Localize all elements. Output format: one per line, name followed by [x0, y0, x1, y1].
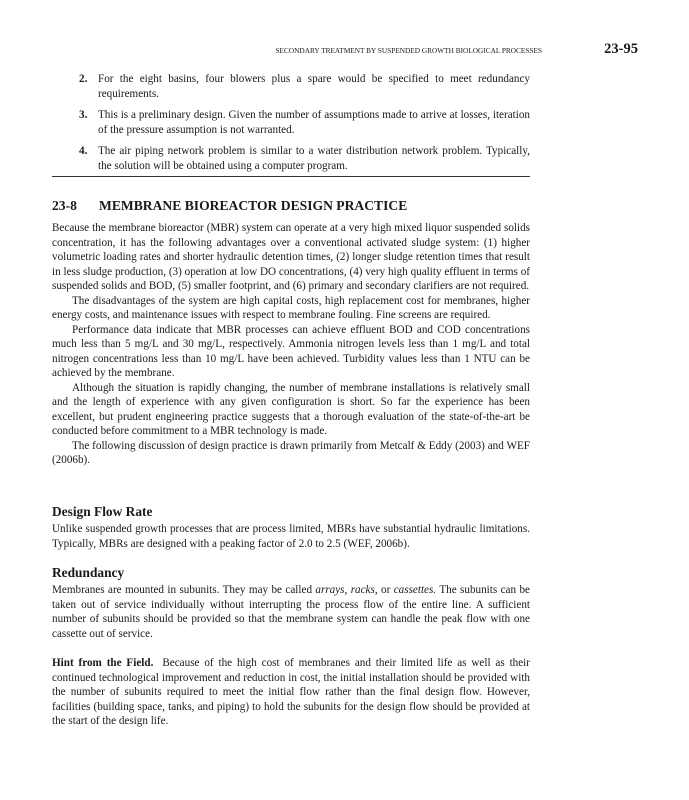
paragraph-design-flow: Unlike suspended growth processes that are process limited, MBRs have substantial hydraulic limitations. Typically, MBRs are designed with a peaking factor of 2.0 to 2.5 (WEF, 2006b). — [52, 523, 530, 550]
note-item — [52, 144, 530, 173]
section-divider — [52, 176, 530, 177]
paragraph: The following discussion of design practice is drawn primarily from Metcalf & Eddy (2003) and WEF (2006b). — [52, 439, 530, 466]
italic-term: arrays, racks, — [315, 584, 378, 596]
subheading-redundancy: Redundancy — [52, 565, 125, 580]
italic-term: cassettes. — [393, 584, 437, 596]
section-number: 23-8 — [52, 198, 77, 213]
text-run: Membranes are mounted in subunits. They may be called — [52, 584, 316, 596]
paragraph-redundancy — [52, 583, 530, 641]
note-text: The air piping network problem is similar to a water distribution network problem. Typically, the solution will be obtained using a computer program. — [98, 145, 530, 172]
section-title: MEMBRANE BIOREACTOR DESIGN PRACTICE — [99, 198, 408, 213]
note-item — [52, 72, 530, 101]
note-text: This is a preliminary design. Given the number of assumptions made to arrive at losses, iteration of the pressure assumption is not warranted. — [98, 109, 530, 136]
note-number: 3. — [79, 109, 88, 121]
running-header — [52, 40, 638, 62]
hint-text: Because of the high cost of membranes and their limited life as well as their continued technological improvement and reduction in cost, the initial installation should be provided with the number of subunits required to meet the initial flow rather than the final design flow. However, facilities (building space, tanks, and piping) to hold the subunits for the design flow should be provided at the start of the design life. — [52, 657, 530, 727]
paragraph-hint — [52, 656, 530, 729]
text-run: or — [377, 584, 394, 596]
note-number: 4. — [79, 145, 88, 157]
paragraph: Although the situation is rapidly changing, the number of membrane installations is relatively small and the length of experience with any given configuration is short. So far the experience has been excellent, but prudent engineering practice suggests that a thorough evaluation of the state-of-the-art be conducted before commitment to a MBR technology is made. — [52, 381, 530, 437]
text-run: The subunits can be taken out of service individually without interrupting the process flow of the entire line. A sufficient number of subunits should be provided so that the membrane system can handle the peak flow with one cassette out of service. — [52, 584, 530, 640]
paragraph: Because the membrane bioreactor (MBR) system can operate at a very high mixed liquor suspended solids concentration, it has the following advantages over a conventional activated sludge system: (1) higher volumetric loading rates and shorter hydraulic detention times, (2) longer sludge retention times that result in less sludge production, (3) operation at low DO concentrations, (4) very high quality effluent in terms of suspended solids and BOD, (5) smaller footprint, and (6) primary and secondary clarifiers are not required. — [52, 222, 530, 292]
note-text: For the eight basins, four blowers plus a spare would be specified to meet redundancy requirements. — [98, 73, 530, 100]
page-number: 23-95 — [604, 41, 638, 57]
subheading-design-flow: Design Flow Rate — [52, 504, 153, 519]
running-title: SECONDARY TREATMENT BY SUSPENDED GROWTH BIOLOGICAL PROCESSES — [275, 46, 542, 55]
note-number: 2. — [79, 73, 88, 85]
note-item — [52, 108, 530, 137]
paragraph: The disadvantages of the system are high capital costs, high replacement cost for membranes, higher energy costs, and maintenance issues with respect to membrane fouling. Fine screens are required. — [52, 294, 530, 321]
paragraph: Performance data indicate that MBR processes can achieve effluent BOD and COD concentrations much less than 5 mg/L and 30 mg/L, respectively. Ammonia nitrogen levels less than 1 mg/L and total nitrogen concentrations less than 10 mg/L have been achieved. Turbidity values less than 1 NTU can be achieved by the membrane. — [52, 323, 530, 379]
hint-label: Hint from the Field. — [52, 657, 154, 669]
section-heading — [52, 198, 530, 214]
section-body — [52, 221, 530, 468]
notes-list — [52, 72, 530, 180]
